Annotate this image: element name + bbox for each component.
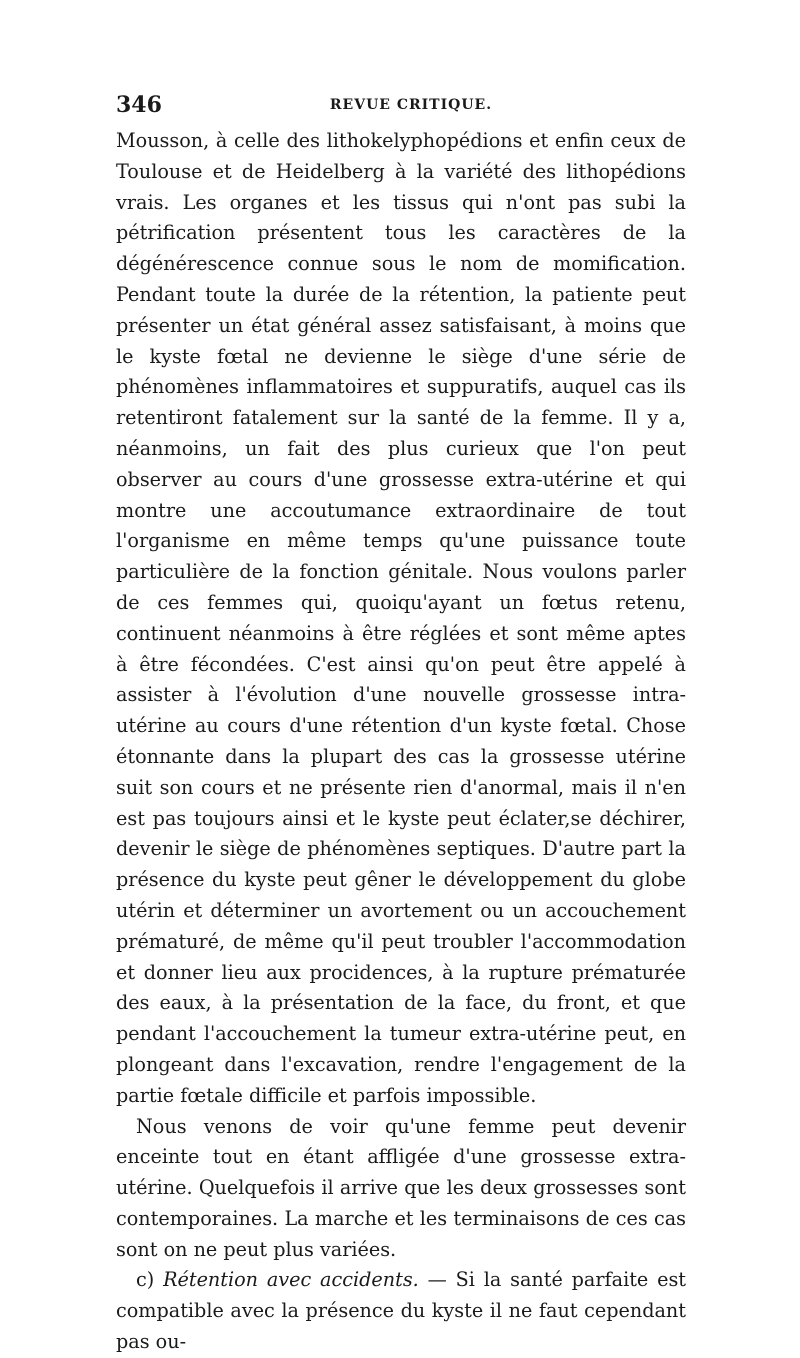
body-text	[116, 126, 686, 1358]
section-heading: Rétention avec accidents.	[163, 1268, 419, 1292]
section-marker: c)	[136, 1268, 155, 1292]
running-header	[116, 92, 686, 122]
page-number: 346	[116, 92, 162, 118]
paragraph-3	[116, 1265, 686, 1357]
paragraph-2: Nous venons de voir qu'une femme peut devenir enceinte tout en étant affligée d'une grossesse extra-utérine. Quelquefois il arrive que les deux grossesses sont contemporaines. La marche et les terminaisons de ces cas sont on ne peut plus variées.	[116, 1114, 686, 1261]
heading-dash: —	[418, 1268, 456, 1292]
paragraph-1: Mousson, à celle des lithokelyphopédions et enfin ceux de Toulouse et de Heidelberg à la variété des lithopédions vrais. Les organes et les tissus qui n'ont pas subi la pétrification présentent tous les caractères de la dégénérescence connue sous le nom de momification. Pendant toute la durée de la rétention, la patiente peut présenter un état général assez satisfaisant, à moins que le kyste fœtal ne devienne le siège d'une série de phénomènes inflammatoires et suppuratifs, auquel cas ils retentiront fatalement sur la santé de la femme. Il y a, néanmoins, un fait des plus curieux que l'on peut observer au cours d'une grossesse extra-utérine et qui montre une accoutumance extraordinaire de tout l'organisme en même temps qu'une puissance toute particulière de la fonction génitale. Nous voulons parler de ces femmes qui, quoiqu'ayant un fœtus retenu, continuent néanmoins à être réglées et sont même aptes à être fécondées. C'est ainsi qu'on peut être appelé à assister à l'évolution d'une nouvelle grossesse intra-utérine au cours d'une rétention d'un kyste fœtal. Chose étonnante dans la plupart des cas la grossesse utérine suit son cours et ne présente rien d'anormal, mais il n'en est pas toujours ainsi et le kyste peut éclater,se déchirer, devenir le siège de phénomènes septiques. D'autre part la présence du kyste peut gêner le développement du globe utérin et déterminer un avortement ou un accouchement prématuré, de même qu'il peut troubler l'accommodation et donner lieu aux procidences, à la rupture prématurée des eaux, à la présentation de la face, du front, et que pendant l'accouchement la tumeur extra-utérine peut, en plongeant dans l'excavation, rendre l'engagement de la partie fœtale difficile et parfois impossible.	[116, 129, 686, 1107]
running-title: REVUE CRITIQUE.	[329, 97, 493, 113]
paragraph-3-text: Si la santé parfaite est compatible avec la présence du kyste il ne faut cependant pas ou-	[116, 1268, 686, 1354]
